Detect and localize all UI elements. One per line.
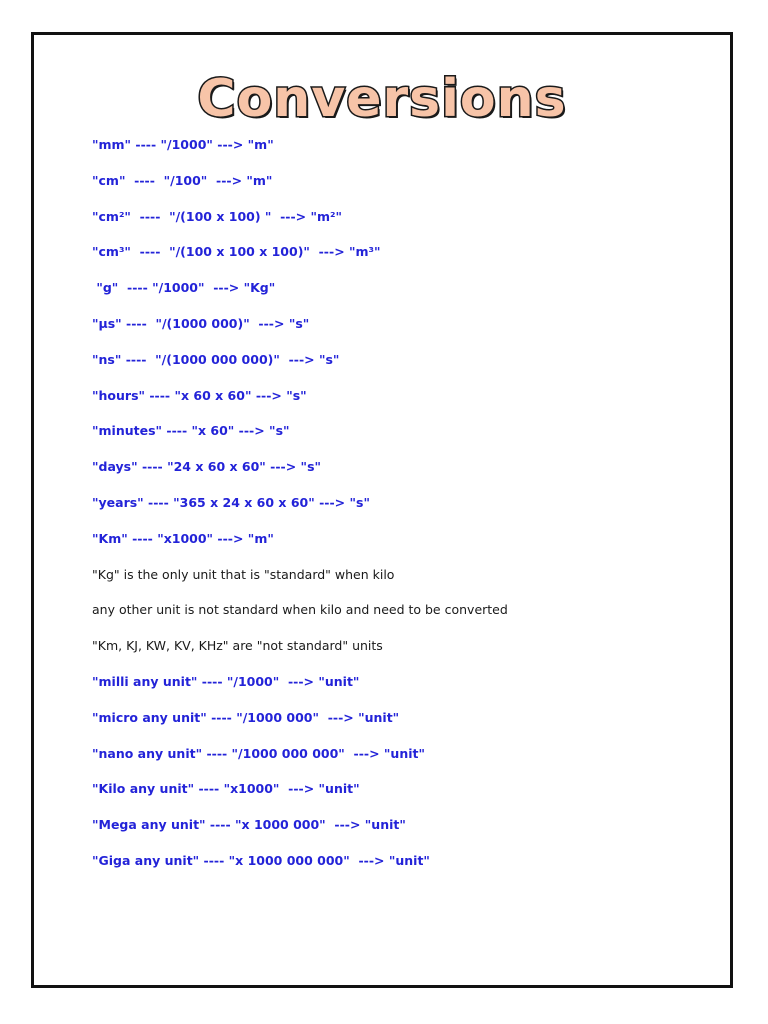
conversion-line-km: "Km" ---- "x1000" ---> "m": [92, 530, 274, 546]
conversion-line-days: "days" ---- "24 x 60 x 60" ---> "s": [92, 459, 322, 475]
prefix-line-micro: "micro any unit" ---- "/1000 000" ---> "unit": [92, 709, 400, 725]
conversion-line-ns: "ns" ---- "/(1000 000 000)" ---> "s": [92, 351, 340, 367]
prefix-line-milli: "milli any unit" ---- "/1000" ---> "unit": [92, 674, 360, 689]
note-line-other-units: any other unit is not standard when kilo and need to be converted: [92, 602, 508, 618]
prefix-line-giga: "Giga any unit" ---- "x 1000 000 000" ---> "unit": [92, 853, 430, 868]
note-line-not-standard: "Km, KJ, KW, KV, KHz" are "not standard" units: [92, 638, 383, 654]
conversion-line-cm: "cm" ---- "/100" ---> "m": [92, 172, 273, 188]
conversion-line-cm2: "cm²" ---- "/(100 x 100) " ---> "m²": [92, 208, 343, 224]
conversion-line-cm3: "cm³" ---- "/(100 x 100 x 100)" ---> "m³": [92, 244, 381, 260]
conversion-line-hours: "hours" ---- "x 60 x 60" ---> "s": [92, 387, 307, 403]
conversion-line-us: "µs" ---- "/(1000 000)" ---> "s": [92, 316, 310, 331]
prefix-line-nano: "nano any unit" ---- "/1000 000 000" ---> "unit": [92, 745, 425, 761]
conversion-line-years: "years" ---- "365 x 24 x 60 x 60" ---> "s": [92, 495, 370, 510]
prefix-line-kilo: "Kilo any unit" ---- "x1000" ---> "unit": [92, 781, 360, 797]
page-border: [31, 32, 733, 988]
conversion-line-mm: "mm" ---- "/1000" ---> "m": [92, 137, 274, 152]
page-title: Conversions: [197, 69, 567, 129]
note-line-kg-standard: "Kg" is the only unit that is "standard" when kilo: [92, 566, 395, 582]
conversion-line-g: "g" ---- "/1000" ---> "Kg": [92, 280, 276, 296]
prefix-line-mega: "Mega any unit" ---- "x 1000 000" ---> "unit": [92, 817, 406, 833]
conversion-line-minutes: "minutes" ---- "x 60" ---> "s": [92, 423, 290, 439]
